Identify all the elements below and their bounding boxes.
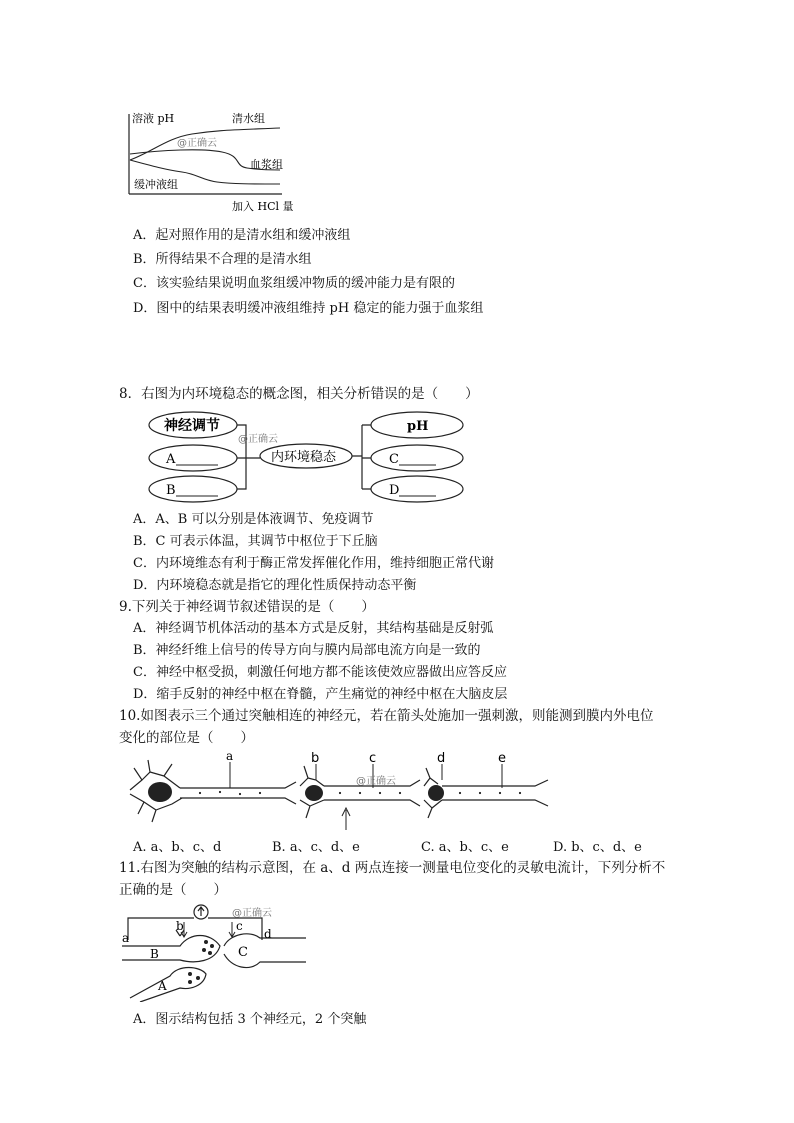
q9-option-c: C．神经中枢受损，刺激任何地方都不能该使效应器做出应答反应 xyxy=(133,665,507,680)
label-d: D xyxy=(389,483,400,498)
q10-stem-line1: 10.如图表示三个通过突触相连的神经元，若在箭头处施加一强刺激，则能测到膜内外电位 xyxy=(119,708,654,724)
label-c: c xyxy=(369,751,377,766)
homeostasis-concept-map xyxy=(146,408,468,504)
q9-option-b: B．神经纤维上信号的传导方向与膜内局部电流方向是一致的 xyxy=(133,643,481,658)
x-axis-label: 加入 HCl 量 xyxy=(232,200,294,213)
watermark: @正确云 xyxy=(177,138,217,149)
label-c: C xyxy=(389,452,399,467)
q7-option-c: C．该实验结果说明血浆组缓冲物质的缓冲能力是有限的 xyxy=(133,276,455,291)
label-ph: pH xyxy=(407,419,429,434)
label-plasma-group: 血浆组 xyxy=(250,158,283,171)
q9-option-a: A．神经调节机体活动的基本方式是反射，其结构基础是反射弧 xyxy=(133,621,494,636)
label-nerve-regulation: 神经调节 xyxy=(164,418,220,434)
label-d: d xyxy=(437,751,446,766)
y-axis-label: 溶液 pH xyxy=(132,112,175,125)
watermark: @正确云 xyxy=(238,434,278,445)
q8-option-d: D．内环境稳态就是指它的理化性质保持动态平衡 xyxy=(133,578,417,593)
q10-option-c: C. a、b、c、e xyxy=(421,840,509,855)
q10-option-d: D. b、c、d、e xyxy=(553,840,642,855)
q10-option-a: A. a、b、c、d xyxy=(133,840,222,855)
q9-stem: 9.下列关于神经调节叙述错误的是（ ） xyxy=(119,599,375,615)
q9-option-d: D．缩手反射的神经中枢在脊髓，产生痛觉的神经中枢在大脑皮层 xyxy=(133,687,508,702)
label-buffer-group: 缓冲液组 xyxy=(134,178,178,191)
q11-stem-line1: 11.右图为突触的结构示意图，在 a、d 两点连接一测量电位变化的灵敏电流计，下列分析不 xyxy=(119,860,666,876)
label-neuron-a: A xyxy=(158,979,167,993)
ph-curve-figure xyxy=(122,108,302,214)
label-d: d xyxy=(264,927,272,941)
three-neurons-figure xyxy=(120,750,560,832)
label-e: e xyxy=(498,751,506,766)
node-c xyxy=(371,445,463,471)
label-b: b xyxy=(176,919,184,933)
label-b: b xyxy=(311,751,320,766)
q7-option-b: B．所得结果不合理的是清水组 xyxy=(133,252,312,267)
q7-option-a: A．起对照作用的是清水组和缓冲液组 xyxy=(133,228,351,243)
label-water-group: 清水组 xyxy=(232,112,265,125)
q8-option-c: C．内环境维态有利于酶正常发挥催化作用，维持细胞正常代谢 xyxy=(133,556,494,571)
q8-option-b: B．C 可表示体温，其调节中枢位于下丘脑 xyxy=(133,534,378,549)
label-c: c xyxy=(236,919,243,933)
label-b: B xyxy=(166,483,176,498)
watermark: @正确云 xyxy=(232,908,272,919)
q8-stem: 8．右图为内环境稳态的概念图，相关分析错误的是（ ） xyxy=(119,386,479,402)
label-homeostasis: 内环境稳态 xyxy=(271,450,337,465)
label-neuron-b: B xyxy=(150,947,159,961)
q8-option-a: A．A、B 可以分别是体液调节、免疫调节 xyxy=(133,512,374,527)
node-a xyxy=(149,445,237,471)
q11-option-a: A．图示结构包括 3 个神经元，2 个突触 xyxy=(133,1012,367,1027)
synapse-figure xyxy=(120,902,310,1002)
label-a: A xyxy=(166,452,176,467)
q10-stem-line2: 变化的部位是（ ） xyxy=(119,730,254,746)
label-a: a xyxy=(122,931,130,945)
label-a: a xyxy=(226,750,234,763)
watermark: @正确云 xyxy=(356,776,396,787)
q11-stem-line2: 正确的是（ ） xyxy=(119,882,227,898)
q7-option-d: D．图中的结果表明缓冲液组维持 pH 稳定的能力强于血浆组 xyxy=(133,301,484,316)
node-b xyxy=(149,476,237,502)
q10-option-b: B. a、c、d、e xyxy=(272,840,360,855)
node-d xyxy=(371,476,463,502)
label-neuron-c: C xyxy=(238,945,248,960)
